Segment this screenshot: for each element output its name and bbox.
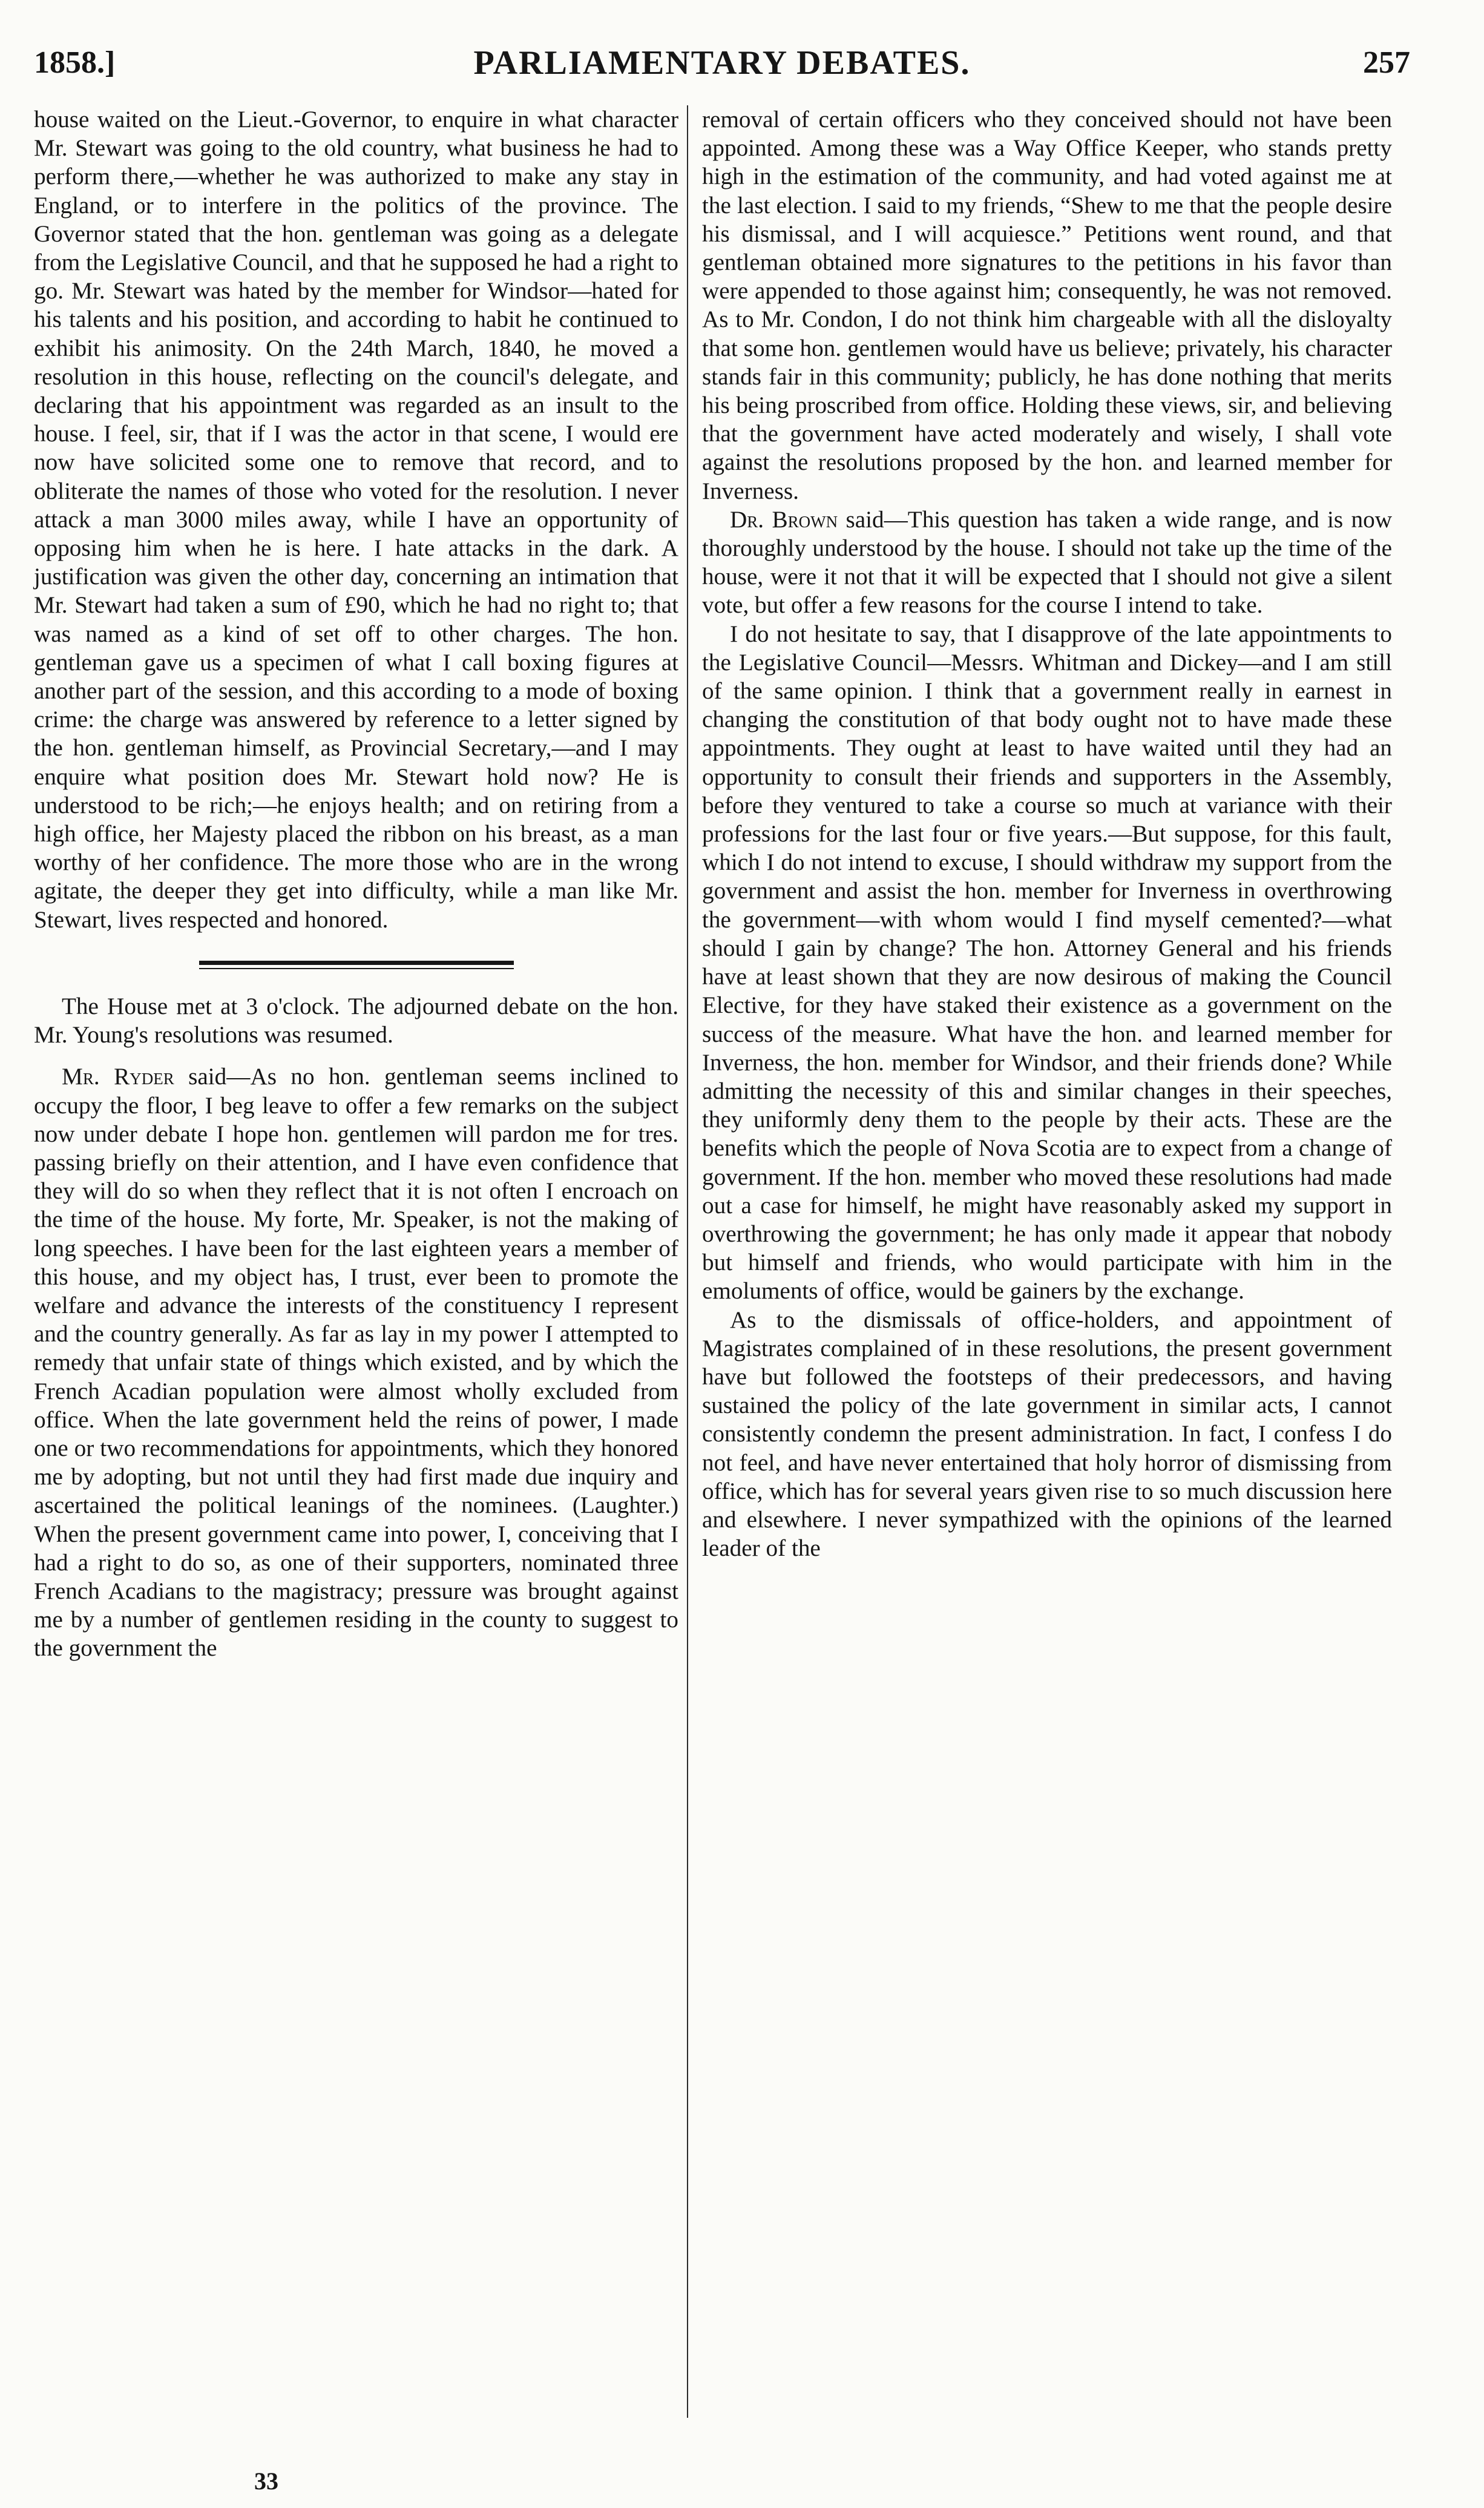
header-page-number: 257 [1363, 45, 1410, 80]
divider-thick-line [199, 961, 514, 965]
column-divider [687, 105, 688, 2418]
right-column [702, 105, 1392, 1562]
right-paragraph-2-text: said—This question has taken a wide range, and is now thoroughly understood by the house. I should not take up the time of the house, were it not that it will be expected that I should not give a silent vote, but offer a few reasons for the course I intend to take. [702, 506, 1393, 619]
right-paragraph-2 [702, 505, 1392, 620]
left-column [34, 105, 678, 1663]
header-title: PARLIAMENTARY DEBATES. [473, 44, 971, 82]
signature-mark: 33 [254, 2467, 278, 2495]
left-paragraph-3-text: said—As no hon. gentleman seems inclined to occupy the floor, I beg leave to offer a few remarks on the subject now under debate I hope hon. gentlemen will pardon me for tres. passing briefly on their attention, and I have even confidence that they will do so when they reflect that it is not often I encroach on the time of the house. My forte, Mr. Speaker, is not the making of long speeches. I have been for the last eighteen years a member of this house, and my object has, I trust, ever been to promote the welfare and advance the interests of the constituency I represent and the country generally. As far as lay in my power I attempted to remedy that unfair state of things which existed, and by which the French Acadian population were almost wholly excluded from office. When the late government held the reins of power, I made one or two recommendations for appointments, which they honored me by adopting, but not until they had first made due inquiry and ascertained the political leanings of the nominees. (Laughter.) When the present government came into power, I, conceiving that I had a right to do so, as one of their supporters, nominated three French Acadians to the magistracy; pressure was brought against me by a number of gentlemen residing in the county to suggest to the government the [34, 1064, 678, 1662]
right-paragraph-3: I do not hesitate to say, that I disapprove of the late appointments to the Legislative Council—Messrs. Whitman and Dickey—and I am still of the same opinion. I think that a government really in earnest in changing the constitution of that body ought not to have made these appointments. They ought at least to have waited until they had an opportunity to consult their friends and supporters in the Assembly, before they ventured to take a course so much at variance with their professions for the last four or five years.—But suppose, for this fault, which I do not intend to excuse, I should withdraw my support from the government and assist the hon. member for Inverness in overthrowing the government—with whom would I find myself cemented?—what should I gain by change? The hon. Attorney General and his friends have at least shown that they are now desirous of making the Council Elective, for they have staked their existence as a government on the success of the measure. What have the hon. and learned member for Inverness, the hon. member for Windsor, and their friends done? While admitting the necessity of this and similar changes in their speeches, they uniformly deny them to the people by their acts. These are the benefits which the people of Nova Scotia are to expect from a change of government. If the hon. member who moved these resolutions had made out a case for himself, he might have reasonably asked my support in overthrowing the government; he has only made it appear that nobody but himself and friends, who would participate with him in the emoluments of office, would be gainers by the exchange. [702, 620, 1392, 1305]
page-header [34, 39, 1410, 87]
speaker-name-brown: Dr. Brown [730, 506, 838, 533]
header-year: 1858.] [34, 45, 116, 80]
left-paragraph-2: The House met at 3 o'clock. The adjourned debate on the hon. Mr. Young's resolutions was resumed. [34, 993, 678, 1048]
left-paragraph-1: house waited on the Lieut.-Governor, to enquire in what character Mr. Stewart was going to the old country, what business he had to perform there,—whether he was authorized to make any stay in England, or to interfere in the politics of the province. The Governor stated that the hon. gentleman was going as a delegate from the Legislative Council, and that he supposed he had a right to go. Mr. Stewart was hated by the member for Windsor—hated for his talents and his position, and according to habit he continued to exhibit his animosity. On the 24th March, 1840, he moved a resolution in this house, reflecting on the council's delegate, and declaring that his appointment was regarded as an insult to the house. I feel, sir, that if I was the actor in that scene, I would ere now have solicited some one to remove that record, and to obliterate the names of those who voted for the resolution. I never attack a man 3000 miles away, while I have an opportunity of opposing him when he is here. I hate attacks in the dark. A justification was given the other day, concerning an intimation that Mr. Stewart had taken a sum of £90, which he had no right to; that was named as a kind of set off to other charges. The hon. gentleman gave us a specimen of what I call boxing figures at another part of the session, and this according to a mode of boxing crime: the charge was answered by reference to a letter signed by the hon. gentleman himself, as Provincial Secretary,—and I may enquire what position does Mr. Stewart hold now? He is understood to be rich;—he enjoys health; and on retiring from a high office, her Majesty placed the ribbon on his breast, as a man worthy of her confidence. The more those who are in the wrong agitate, the deeper they get into difficulty, while a man like Mr. Stewart, lives respected and honored. [34, 107, 678, 933]
paragraph-spacer [34, 1049, 678, 1062]
divider-thin-line [199, 968, 514, 969]
left-paragraph-3 [34, 1062, 678, 1662]
speaker-name-ryder: Mr. Ryder [62, 1064, 174, 1090]
right-paragraph-1: removal of certain officers who they conceived should not have been appointed. Among these was a Way Office Keeper, who stands pretty high in the estimation of the community, and had voted against me at the last election. I said to my friends, “Shew to me that the people desire his dismissal, and I will acquiesce.” Petitions went round, and that gentleman obtained more signatures to the petitions in his favor than were appended to those against him; consequently, he was not removed. As to Mr. Condon, I do not think him chargeable with all the disloyalty that some hon. gentlemen would have us believe; privately, his character stands fair in this community; publicly, he has done nothing that merits his being proscribed from office. Holding these views, sir, and believing that the government have acted moderately and wisely, I shall vote against the resolutions proposed by the hon. and learned member for Inverness. [702, 107, 1392, 504]
section-divider [199, 961, 514, 969]
right-paragraph-4: As to the dismissals of office-holders, and appointment of Magistrates complained of in these resolutions, the present government have but followed the footsteps of their predecessors, and having sustained the policy of the late government in similar acts, I cannot consistently condemn the present administration. In fact, I confess I do not feel, and have never entertained that holy horror of dismissing from office, which has for several years given rise to so much discussion here and elsewhere. I never sympathized with the opinions of the learned leader of the [702, 1306, 1392, 1562]
